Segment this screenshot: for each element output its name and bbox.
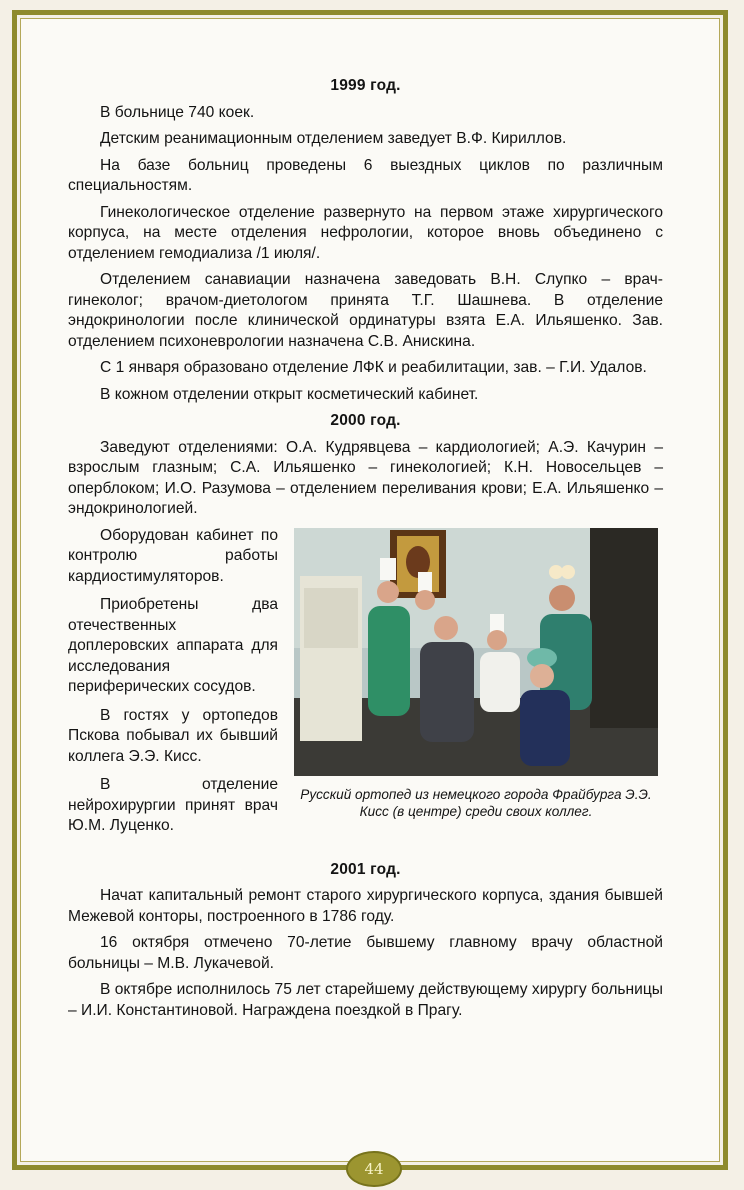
paragraph: В отделение нейрохирургии принят врач Ю.М. Луценко.: [68, 776, 278, 834]
page-number: 44: [364, 1160, 384, 1178]
paragraph: С 1 января образовано отделение ЛФК и реабилитации, зав. – Г.И. Удалов.: [100, 359, 647, 376]
section-heading-2001: 2001 год.: [330, 860, 401, 878]
paragraph: Заведуют отделениями: О.А. Кудрявцева – кардиологией; А.Э. Качурин – взрослым глазным; С.А. Ильяшенко – гинекологией; К.Н. Новосельцев – оперблоком; И.О. Разумова – отделением переливания крови; Е.А. Ильяшенко – эндокринологией.: [68, 438, 663, 517]
paragraph: Отделением санавиации назначена заведовать В.Н. Слупко – врач-гинеколог; врачом-диетологом принята Т.Г. Шашнева. В отделение эндокринологии после клинической ординатуры взята Е.А. Ильяшенко. Зав. отделением психоневрологии назначена С.В. Анискина.: [68, 271, 663, 350]
paragraph: В кожном отделении открыт косметический кабинет.: [100, 385, 479, 403]
paragraph: На базе больниц проведены 6 выездных циклов по различным специальностям.: [68, 156, 663, 194]
photo-and-notes: [68, 526, 663, 856]
paragraph: Гинекологическое отделение развернуто на первом этаже хирургического корпуса, на месте отделения нефрологии, которое вновь объединено с отделением гемодиализа /1 июля/.: [68, 203, 663, 262]
paragraph: 16 октября отмечено 70-летие бывшему главному врачу областной больницы – М.В. Лукачевой.: [68, 934, 663, 972]
page-content: [68, 72, 663, 1027]
photo-caption: Русский ортопед из немецкого города Фрайбурга Э.Э. Кисс (в центре) среди своих коллег.: [300, 786, 652, 819]
paragraph: В больнице 740 коек.: [100, 103, 255, 121]
paragraph: В октябре исполнилось 75 лет старейшему действующему хирургу больницы – И.И. Константиновой. Награждена поездкой в Прагу.: [68, 981, 663, 1019]
paragraph: В гостях у ортопедов Пскова побывал их бывший коллега Э.Э. Кисс.: [68, 706, 278, 765]
section-heading-1999: 1999 год.: [330, 77, 401, 94]
side-notes: [68, 526, 278, 845]
photo-figure: [294, 528, 658, 821]
paragraph: Приобретены два отечественных доплеровских аппарата для исследования периферических сосудов.: [68, 596, 278, 695]
section-heading-2000: 2000 год.: [330, 412, 401, 429]
page-number-badge: [346, 1151, 402, 1187]
group-photo: [294, 528, 658, 776]
paragraph: Детским реанимационным отделением заведует В.Ф. Кириллов.: [100, 130, 567, 147]
paragraph: Начат капитальный ремонт старого хирургического корпуса, здания бывшей Межевой конторы, построенного в 1786 году.: [68, 887, 663, 925]
paragraph: Оборудован кабинет по контролю работы кардиостимуляторов.: [68, 526, 278, 585]
